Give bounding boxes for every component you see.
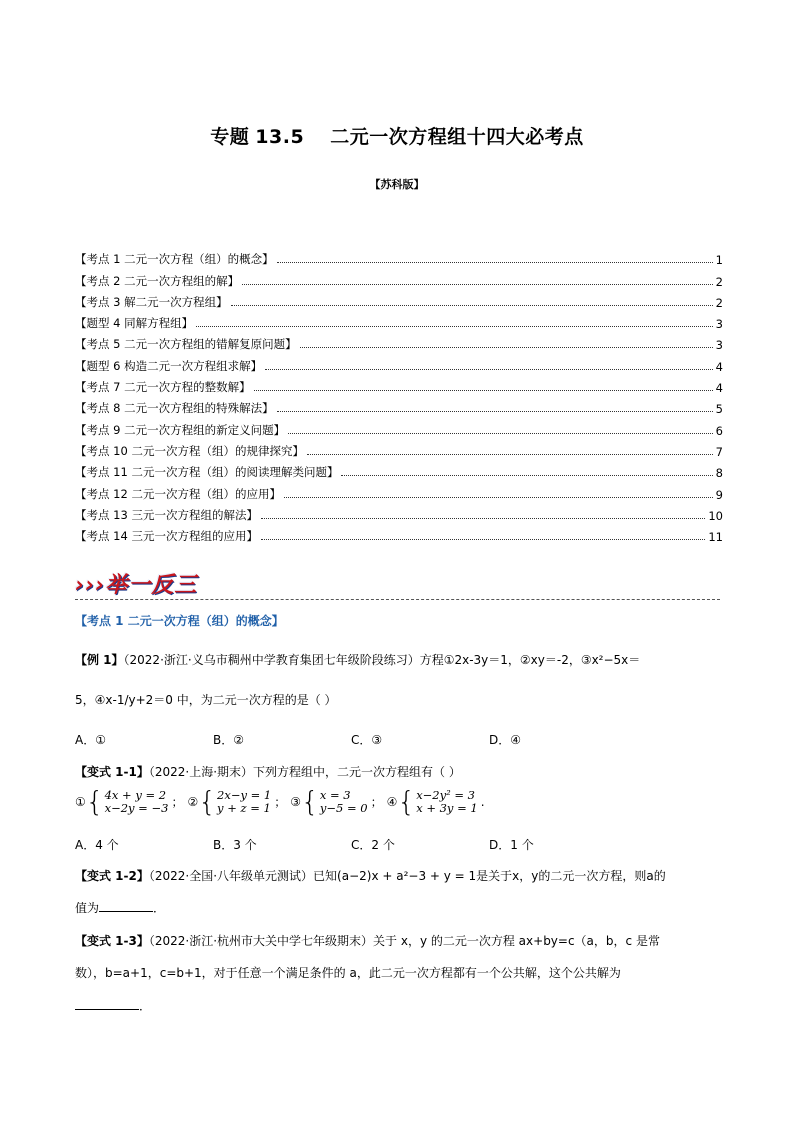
toc-entry[interactable] <box>75 267 723 288</box>
system-equations <box>320 789 368 815</box>
toc-entry[interactable] <box>75 416 723 437</box>
toc-entry[interactable] <box>75 352 723 373</box>
toc-page-number: 6 <box>715 423 723 438</box>
variant-1-2-stem-b: 值为 <box>75 901 100 915</box>
variant-1-3-stem-b: 数），b=a+1，c=b+1，对于任意一个满足条件的 a，此二元一次方程都有一个公共解，这个公共解为 <box>75 966 621 980</box>
toc-page-number: 3 <box>715 317 723 332</box>
toc-entry-label: 【考点 5 二元一次方程组的错解复原问题】 <box>75 337 297 352</box>
toc-page-number: 4 <box>715 359 723 374</box>
toc-leader-dots <box>231 305 713 306</box>
toc-entry[interactable] <box>75 246 723 267</box>
toc-leader-dots <box>242 284 713 285</box>
title-prefix: 专题 <box>210 126 250 148</box>
equation-line: x−2y² = 3 <box>416 788 475 802</box>
example-1-stem <box>75 650 723 670</box>
example-1-options <box>75 731 723 748</box>
toc-entry[interactable] <box>75 331 723 352</box>
toc-entry-label: 【考点 7 二元一次方程的整数解】 <box>75 380 251 395</box>
variant-1-3-source: （2022·浙江·杭州市大关中学七年级期末） <box>148 934 374 948</box>
banner-text: ›››举一反三 <box>75 573 198 598</box>
equation-line: x−2y = −3 <box>104 801 169 815</box>
left-brace-icon: { <box>85 785 104 818</box>
answer-blank[interactable] <box>75 997 139 1010</box>
toc-page-number: 10 <box>708 508 723 523</box>
toc-leader-dots <box>265 369 713 370</box>
left-brace-icon: { <box>198 785 217 818</box>
toc-entry-label: 【考点 2 二元一次方程组的解】 <box>75 273 240 288</box>
example-1-stem-line2 <box>75 690 723 710</box>
option-d[interactable]: D．1 个 <box>489 838 534 852</box>
toc-leader-dots <box>341 475 712 476</box>
page-title <box>0 122 794 149</box>
variant-1-2-line2 <box>75 898 723 918</box>
variant-1-2-end: ． <box>153 901 166 915</box>
toc-leader-dots <box>277 411 713 412</box>
section-banner <box>75 568 720 604</box>
equation-system <box>290 785 383 818</box>
option-c[interactable]: C．2 个 <box>351 838 395 852</box>
variant-1-3-stem <box>75 931 723 951</box>
variant-1-2-tag: 【变式 1-2】 <box>75 869 149 883</box>
section-heading: 【考点 1 二元一次方程（组）的概念】 <box>75 614 284 628</box>
variant-1-3-line3 <box>75 996 723 1016</box>
toc-entry-label: 【考点 1 二元一次方程（组）的概念】 <box>75 252 274 267</box>
system-separator: ； <box>171 795 184 809</box>
variant-1-1-tag: 【变式 1-1】 <box>75 765 149 779</box>
variant-1-2-source: （2022·全国·八年级单元测试） <box>148 869 314 883</box>
toc-entry-label: 【题型 6 构造二元一次方程组求解】 <box>75 358 263 373</box>
left-brace-icon: { <box>397 785 416 818</box>
toc-entry-label: 【考点 8 二元一次方程组的特殊解法】 <box>75 401 274 416</box>
toc-entry[interactable] <box>75 438 723 459</box>
variant-1-2-question: 已知(a−2)x + a²−3 + y = 1是关于x，y的二元一次方程，则a的 <box>313 869 666 883</box>
system-separator: ； <box>370 795 383 809</box>
variant-1-1-question: 下列方程组中，二元一次方程组有（ ） <box>253 765 461 779</box>
system-equations <box>105 789 169 815</box>
system-equations <box>217 789 271 815</box>
variant-1-3-line2 <box>75 963 723 983</box>
equation-system <box>386 785 485 818</box>
toc-entry[interactable] <box>75 523 723 544</box>
toc-entry-label: 【考点 10 二元一次方程（组）的规律探究】 <box>75 443 304 458</box>
toc-entry[interactable] <box>75 310 723 331</box>
example-1-stem-a: 方程①2x-3y＝1，②xy＝-2，③x²−5x＝ <box>419 653 641 667</box>
toc-leader-dots <box>254 390 713 391</box>
toc-page-number: 11 <box>708 530 723 545</box>
equation-line: 2x−y = 1 <box>217 788 272 802</box>
variant-1-2-stem <box>75 866 723 886</box>
toc-leader-dots <box>300 347 713 348</box>
toc-page-number: 7 <box>715 444 723 459</box>
equation-system <box>75 785 184 818</box>
option-b[interactable]: B．3 个 <box>213 838 257 852</box>
toc-page-number: 2 <box>715 295 723 310</box>
variant-1-3-tag: 【变式 1-3】 <box>75 934 149 948</box>
option-c[interactable]: C．③ <box>351 733 383 747</box>
variant-1-3-end: ． <box>139 999 152 1013</box>
toc-page-number: 9 <box>715 487 723 502</box>
toc-page-number: 1 <box>715 253 723 268</box>
equation-system <box>187 785 287 818</box>
toc-page-number: 8 <box>715 466 723 481</box>
system-mark: ③ <box>290 795 302 809</box>
toc-leader-dots <box>196 326 713 327</box>
toc-leader-dots <box>288 433 713 434</box>
system-equations <box>416 789 478 815</box>
toc-entry[interactable] <box>75 289 723 310</box>
toc-leader-dots <box>284 497 713 498</box>
equation-line: x + 3y = 1 <box>416 801 478 815</box>
banner-divider <box>75 599 720 600</box>
system-mark: ① <box>75 795 86 809</box>
variant-1-1-stem <box>75 762 723 782</box>
variant-1-1-options <box>75 836 723 853</box>
answer-blank[interactable] <box>99 899 153 912</box>
equation-line: x = 3 <box>319 788 351 802</box>
toc-entry[interactable] <box>75 502 723 523</box>
toc-page-number: 2 <box>715 274 723 289</box>
toc-entry-label: 【考点 13 三元一次方程组的解法】 <box>75 507 258 522</box>
table-of-contents <box>75 246 723 544</box>
toc-page-number: 5 <box>715 402 723 417</box>
title-name: 二元一次方程组十四大必考点 <box>330 126 584 148</box>
example-1-stem-b: 5，④x-1/y+2＝0 中，为二元一次方程的是（ ） <box>75 693 337 707</box>
toc-leader-dots <box>277 262 713 263</box>
variant-1-1-source: （2022·上海·期末） <box>148 765 254 779</box>
variant-1-3-question: 关于 x，y 的二元一次方程 ax+by=c（a，b，c 是常 <box>373 934 660 948</box>
example-1-source: （2022·浙江·义乌市稠州中学教育集团七年级阶段练习） <box>123 653 420 667</box>
system-separator: . <box>480 795 485 809</box>
option-a[interactable]: A．4 个 <box>75 838 119 852</box>
toc-entry[interactable] <box>75 374 723 395</box>
toc-leader-dots <box>261 518 705 519</box>
toc-entry-label: 【考点 14 三元一次方程组的应用】 <box>75 529 258 544</box>
toc-entry[interactable] <box>75 459 723 480</box>
equation-line: y−5 = 0 <box>319 801 368 815</box>
title-number: 13.5 <box>255 126 305 148</box>
toc-entry-label: 【考点 3 解二元一次方程组】 <box>75 294 228 309</box>
toc-entry[interactable] <box>75 480 723 501</box>
example-1-tag: 【例 1】 <box>75 653 124 667</box>
toc-entry-label: 【考点 9 二元一次方程组的新定义问题】 <box>75 422 286 437</box>
toc-page-number: 3 <box>715 338 723 353</box>
equation-line: y + z = 1 <box>217 801 271 815</box>
option-b[interactable]: B．② <box>213 733 244 747</box>
toc-entry[interactable] <box>75 395 723 416</box>
system-mark: ④ <box>386 795 398 809</box>
equation-line: 4x + y = 2 <box>104 788 167 802</box>
toc-entry-label: 【题型 4 同解方程组】 <box>75 316 194 331</box>
option-a[interactable]: A．① <box>75 733 106 747</box>
system-mark: ② <box>187 795 199 809</box>
system-separator: ； <box>274 795 287 809</box>
toc-entry-label: 【考点 11 二元一次方程（组）的阅读理解类问题】 <box>75 465 339 480</box>
option-d[interactable]: D．④ <box>489 733 521 747</box>
toc-leader-dots <box>307 454 713 455</box>
equation-systems <box>75 785 723 818</box>
left-brace-icon: { <box>301 785 319 818</box>
toc-page-number: 4 <box>715 381 723 396</box>
edition-label: 【苏科版】 <box>369 178 425 191</box>
toc-leader-dots <box>261 539 705 540</box>
toc-entry-label: 【考点 12 二元一次方程（组）的应用】 <box>75 486 281 501</box>
